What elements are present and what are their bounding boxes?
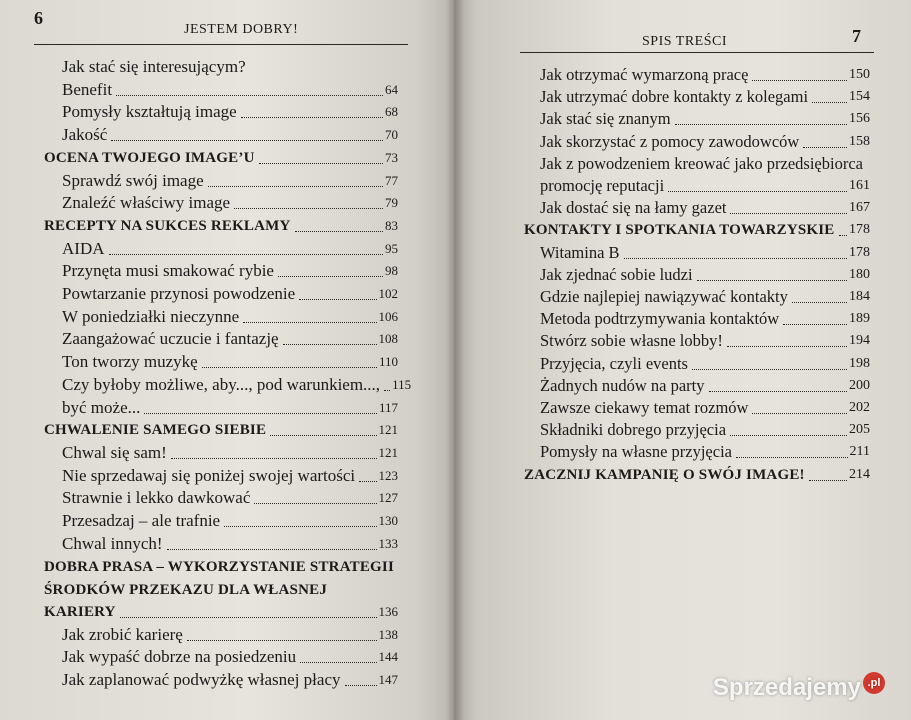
- toc-entry: [540, 353, 870, 375]
- toc-entry: [62, 56, 398, 78]
- toc-page-number: 200: [849, 377, 870, 393]
- toc-entry-title: Metoda podtrzymywania kontaktów: [540, 309, 780, 329]
- toc-entry: [540, 375, 870, 397]
- toc-entry: [62, 533, 398, 555]
- toc-page-number: 102: [378, 286, 398, 301]
- toc-entry: [62, 397, 398, 419]
- toc-dot-leader: [752, 80, 847, 81]
- toc-dot-leader: [234, 208, 383, 209]
- toc-section-heading: [44, 555, 398, 578]
- toc-section-heading: [44, 601, 398, 623]
- toc-entry: [540, 419, 870, 441]
- toc-entry-title: promocję reputacji: [540, 176, 665, 195]
- toc-entry-title: Przesadzaj – ale trafnie: [62, 511, 221, 530]
- toc-entry-title: Jak zjednać sobie ludzi: [540, 264, 693, 284]
- toc-dot-leader: [812, 102, 847, 103]
- toc-dot-leader: [697, 280, 847, 281]
- toc-entry: [62, 170, 398, 192]
- toc-entry-title: Jak skorzystać z pomocy zawodowców: [540, 131, 800, 151]
- toc-dot-leader: [709, 391, 848, 392]
- left-running-head: JESTEM DOBRY!: [184, 22, 299, 37]
- toc-entry-title: RECEPTY NA SUKCES REKLAMY: [44, 217, 291, 234]
- toc-page-number: 98: [385, 263, 398, 279]
- toc-entry-title: Żadnych nudów na party: [540, 375, 705, 395]
- toc-page-number: 184: [849, 289, 870, 304]
- toc-page-number: 117: [378, 399, 398, 415]
- toc-dot-leader: [624, 258, 847, 259]
- left-header-rule: [34, 44, 408, 45]
- toc-section-heading: [44, 215, 398, 237]
- toc-dot-leader: [668, 191, 847, 192]
- toc-dot-leader: [270, 435, 376, 436]
- toc-entry-title: Przynęta musi smakować rybie: [62, 261, 274, 281]
- toc-entry: [62, 646, 398, 668]
- toc-entry: [62, 306, 398, 328]
- toc-entry-title: Ton tworzy muzykę: [62, 352, 198, 372]
- toc-entry: [62, 101, 398, 123]
- toc-dot-leader: [839, 235, 847, 236]
- toc-dot-leader: [675, 124, 847, 125]
- toc-page-number: 127: [378, 490, 398, 506]
- toc-page-number: 138: [378, 626, 398, 642]
- toc-entry-title: Nie sprzedawaj się poniżej swojej wartości: [62, 465, 356, 485]
- toc-entry-title: Jak stać się znanym: [540, 109, 671, 129]
- toc-page-number: 158: [849, 133, 870, 149]
- toc-entry-title: Jak z powodzeniem kreować jako przedsiębiorca: [540, 153, 863, 173]
- toc-entry-title: Jakość: [62, 125, 108, 145]
- toc-entry-title: Pomysły na własne przyjęcia: [540, 442, 732, 462]
- toc-entry: [540, 86, 870, 108]
- toc-dot-leader: [299, 299, 376, 300]
- toc-dot-leader: [783, 324, 847, 325]
- toc-entry-title: Powtarzanie przynosi powodzenie: [62, 284, 296, 303]
- toc-dot-leader: [259, 163, 383, 164]
- toc-entry-title: Chwal innych!: [62, 533, 163, 553]
- toc-entry: [62, 510, 398, 532]
- toc-dot-leader: [283, 344, 377, 345]
- toc-page-number: 189: [849, 311, 870, 327]
- toc-entry: [540, 64, 870, 86]
- toc-page-number: 77: [385, 172, 398, 188]
- toc-entry-title: KARIERY: [44, 603, 116, 620]
- toc-entry: [62, 624, 398, 646]
- toc-page-number: 70: [385, 127, 398, 143]
- toc-entry-title: Benefit: [62, 79, 113, 99]
- toc-entry-title: Chwal się sam!: [62, 442, 167, 462]
- toc-dot-leader: [752, 413, 847, 414]
- toc-entry-title: CHWALENIE SAMEGO SIEBIE: [44, 422, 267, 439]
- toc-entry-title: Jak zrobić karierę: [62, 624, 183, 644]
- toc-page-number: 198: [849, 355, 870, 371]
- toc-entry-title: Jak utrzymać dobre kontakty z kolegami: [540, 87, 809, 107]
- toc-page-number: 150: [849, 67, 870, 82]
- toc-dot-leader: [359, 481, 376, 482]
- toc-entry-title: Witamina B: [540, 242, 620, 262]
- toc-page-number: 68: [385, 104, 398, 120]
- toc-entry: [62, 465, 398, 487]
- toc-page-number: 108: [378, 331, 398, 347]
- toc-page-number: 180: [849, 266, 870, 282]
- toc-entry: [62, 328, 398, 350]
- toc-dot-leader: [171, 458, 377, 459]
- toc-entry-title: Jak dostać się na łamy gazet: [540, 198, 727, 218]
- toc-entry: [62, 374, 412, 396]
- toc-dot-leader: [224, 526, 376, 527]
- toc-entry: [62, 79, 398, 101]
- toc-entry-title: W poniedziałki nieczynne: [62, 306, 240, 326]
- toc-entry: [62, 487, 398, 509]
- toc-entry: [540, 264, 870, 286]
- toc-entry-title: ŚRODKÓW PRZEKAZU DLA WŁASNEJ: [44, 582, 328, 599]
- toc-page-number: 73: [385, 149, 398, 165]
- toc-page-number: 130: [378, 513, 398, 528]
- toc-dot-leader: [692, 369, 847, 370]
- toc-page-number: 214: [849, 466, 870, 482]
- toc-page-number: 106: [378, 308, 398, 324]
- toc-page-number: 194: [849, 333, 870, 349]
- toc-entry-title: DOBRA PRASA – WYKORZYSTANIE STRATEGII: [44, 559, 394, 576]
- toc-entry: [540, 175, 870, 197]
- toc-page-number: 110: [378, 354, 398, 370]
- toc-section-heading: [44, 419, 398, 441]
- toc-page-number: 121: [378, 422, 398, 438]
- right-header-rule: [520, 52, 874, 53]
- toc-entry: [540, 286, 870, 308]
- toc-entry-title: OCENA TWOJEGO IMAGE’U: [44, 149, 255, 166]
- toc-entry-title: ZACZNIJ KAMPANIĘ O SWÓJ IMAGE!: [524, 466, 805, 483]
- toc-page-number: 136: [378, 603, 398, 619]
- toc-entry-title: AIDA: [62, 238, 105, 258]
- toc-dot-leader: [730, 435, 847, 436]
- toc-entry: [540, 242, 870, 264]
- toc-page-number: 205: [849, 422, 870, 438]
- toc-dot-leader: [111, 140, 383, 141]
- toc-entry-title: Znaleźć właściwy image: [62, 193, 231, 213]
- toc-entry-title: Jak stać się interesującym?: [62, 57, 246, 76]
- toc-dot-leader: [243, 322, 376, 323]
- toc-entry: [62, 124, 398, 146]
- toc-entry-title: Stwórz sobie własne lobby!: [540, 331, 723, 351]
- toc-entry-title: Jak zaplanować podwyżkę własnej płacy: [62, 669, 341, 689]
- toc-entry-title: Czy byłoby możliwe, aby..., pod warunkiem...,: [62, 374, 381, 394]
- toc-dot-leader: [300, 662, 376, 663]
- toc-page-number: 83: [385, 217, 398, 233]
- toc-entry: [540, 308, 870, 330]
- toc-entry: [540, 153, 870, 175]
- toc-entry-title: Strawnie i lekko dawkować: [62, 488, 251, 508]
- toc-dot-leader: [384, 390, 390, 391]
- watermark-logo: [713, 672, 885, 702]
- toc-page-number: 95: [385, 240, 398, 256]
- toc-dot-leader: [167, 549, 377, 550]
- toc-dot-leader: [345, 685, 377, 686]
- toc-entry: [62, 351, 398, 373]
- toc-dot-leader: [109, 254, 384, 255]
- toc-page-number: 115: [392, 376, 412, 392]
- toc-entry-title: Jak otrzymać wymarzoną pracę: [540, 65, 749, 84]
- toc-entry-title: być może...: [62, 397, 141, 417]
- toc-entry: [540, 108, 870, 130]
- toc-entry: [62, 283, 398, 305]
- toc-entry: [540, 441, 870, 463]
- toc-dot-leader: [736, 457, 848, 458]
- right-running-head: SPIS TREŚCI: [642, 34, 727, 49]
- toc-dot-leader: [809, 480, 847, 481]
- toc-section-heading: [44, 578, 398, 601]
- toc-page-number: 156: [849, 111, 870, 127]
- toc-page-number: 64: [385, 81, 398, 97]
- toc-page-number: 167: [849, 200, 870, 216]
- toc-dot-leader: [144, 413, 377, 414]
- toc-section-heading: [44, 147, 398, 169]
- toc-entry-title: Przyjęcia, czyli events: [540, 353, 688, 373]
- toc-entry: [540, 397, 870, 419]
- toc-dot-leader: [792, 302, 847, 303]
- toc-dot-leader: [120, 617, 377, 618]
- toc-page-number: 154: [849, 89, 870, 105]
- toc-dot-leader: [803, 147, 847, 148]
- toc-entry-title: Zawsze ciekawy temat rozmów: [540, 398, 749, 417]
- toc-dot-leader: [278, 276, 383, 277]
- toc-dot-leader: [730, 213, 847, 214]
- toc-section-heading: [524, 219, 870, 241]
- toc-dot-leader: [254, 503, 376, 504]
- toc-page-number: 178: [849, 222, 870, 238]
- toc-entry: [62, 192, 398, 214]
- toc-dot-leader: [202, 367, 377, 368]
- left-page-number: 6: [34, 8, 43, 28]
- toc-page-number: 211: [849, 444, 870, 460]
- toc-entry-title: Sprawdź swój image: [62, 170, 204, 190]
- toc-section-heading: [524, 464, 870, 486]
- watermark-badge: .pl: [863, 672, 885, 694]
- toc-entry-title: Pomysły kształtują image: [62, 102, 237, 122]
- toc-dot-leader: [208, 186, 383, 187]
- toc-page-number: 123: [378, 467, 398, 483]
- right-page-number: 7: [852, 26, 861, 46]
- toc-entry-title: Gdzie najlepiej nawiązywać kontakty: [540, 287, 788, 306]
- toc-entry-title: KONTAKTY I SPOTKANIA TOWARZYSKIE: [524, 222, 835, 239]
- toc-entry-title: Składniki dobrego przyjęcia: [540, 420, 727, 440]
- toc-entry: [540, 131, 870, 153]
- toc-entry: [540, 197, 870, 219]
- toc-entry: [540, 330, 870, 352]
- toc-page-number: 144: [378, 649, 398, 665]
- toc-entry: [62, 260, 398, 282]
- toc-dot-leader: [187, 640, 377, 641]
- toc-page-number: 147: [378, 671, 398, 687]
- toc-entry: [62, 442, 398, 464]
- toc-page-number: 133: [378, 535, 398, 551]
- toc-dot-leader: [727, 346, 847, 347]
- toc-page-number: 79: [385, 195, 398, 211]
- right-page: [454, 0, 911, 720]
- book-gutter: [446, 0, 464, 720]
- toc-page-number: 121: [378, 444, 398, 460]
- toc-dot-leader: [116, 95, 383, 96]
- toc-dot-leader: [295, 231, 383, 232]
- toc-page-number: 178: [849, 244, 870, 260]
- toc-entry: [62, 238, 398, 260]
- toc-entry-title: Jak wypaść dobrze na posiedzeniu: [62, 647, 297, 667]
- toc-dot-leader: [241, 117, 383, 118]
- toc-entry-title: Zaangażować uczucie i fantazję: [62, 329, 279, 349]
- toc-page-number: 161: [849, 178, 870, 193]
- toc-page-number: 202: [849, 400, 870, 415]
- left-page: [0, 0, 454, 720]
- watermark-brand: Sprzedajemy: [712, 674, 861, 701]
- toc-entry: [62, 669, 398, 691]
